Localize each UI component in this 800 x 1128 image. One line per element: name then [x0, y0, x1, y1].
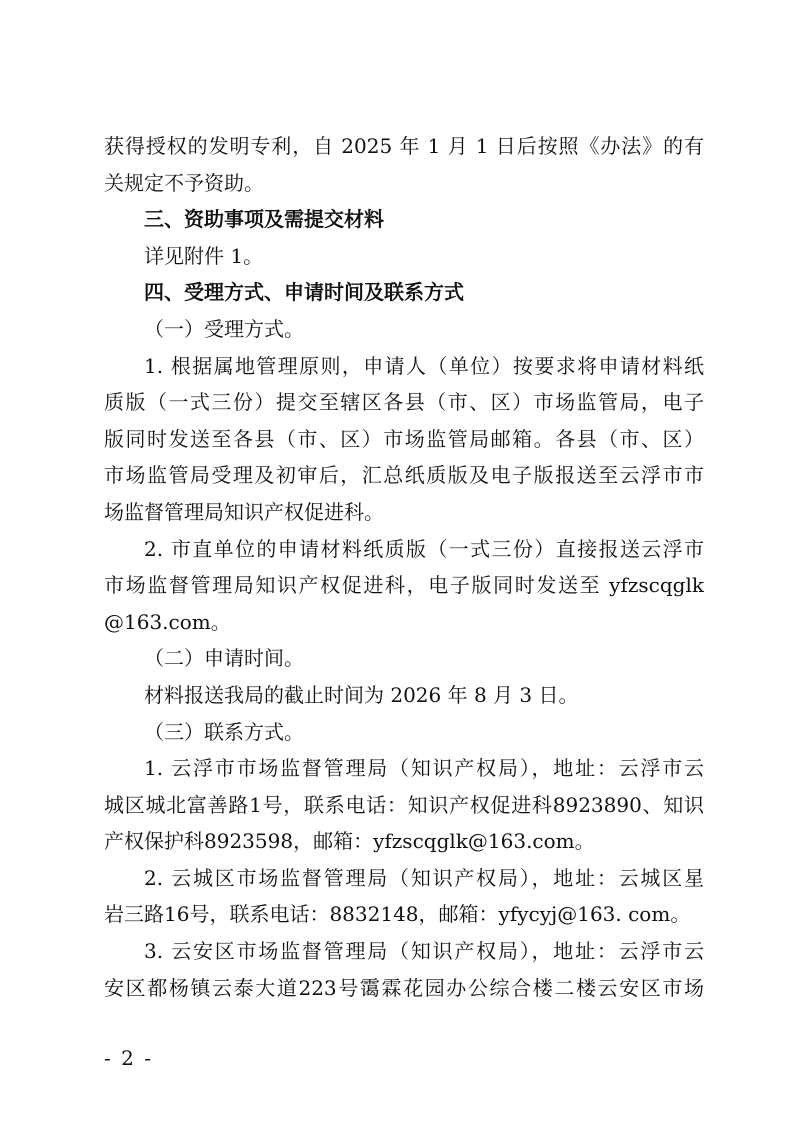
paragraph-line: 版同时发送至各县（市、区）市场监管局邮箱。各县（市、区） [104, 426, 704, 451]
paragraph-line: 关规定不予资助。 [104, 170, 264, 195]
section-heading-4: 四、受理方式、申请时间及联系方式 [144, 280, 464, 305]
paragraph-line: 获得授权的发明专利，自 2025 年 1 月 1 日后按照《办法》的有 [104, 134, 704, 158]
section-heading-3: 三、资助事项及需提交材料 [144, 207, 384, 232]
subheading-contact: （三）联系方式。 [144, 719, 304, 744]
paragraph-line: 1. 根据属地管理原则，申请人（单位）按要求将申请材料纸 [144, 353, 704, 378]
subheading-application-time: （二）申请时间。 [144, 646, 304, 671]
paragraph-line: 材料报送我局的截止时间为 2026 年 8 月 3 日。 [144, 682, 579, 707]
page-number: - 2 - [104, 1046, 153, 1070]
document-body [104, 128, 704, 1006]
paragraph-line: 2. 市直单位的申请材料纸质版（一式三份）直接报送云浮市 [144, 536, 704, 561]
paragraph-line: 安区都杨镇云泰大道223号霭霖花园办公综合楼二楼云安区市场 [104, 975, 704, 1000]
paragraph-line: 市场监管局受理及初审后，汇总纸质版及电子版报送至云浮市市 [104, 463, 704, 488]
paragraph-line: 1. 云浮市市场监督管理局（知识产权局），地址：云浮市云 [144, 756, 704, 781]
paragraph-line: 城区城北富善路1号，联系电话：知识产权促进科8923890、知识 [104, 792, 704, 817]
subheading-acceptance: （一）受理方式。 [144, 316, 304, 341]
paragraph-line: 岩三路16号，联系电话：8832148，邮箱：yfycyj@163. com。 [104, 902, 691, 927]
paragraph-line: @163.com。 [104, 609, 231, 634]
paragraph-line: 质版（一式三份）提交至辖区各县（市、区）市场监管局，电子 [104, 390, 704, 415]
paragraph-line: 场监督管理局知识产权促进科。 [104, 499, 384, 524]
paragraph-line: 2. 云城区市场监督管理局（知识产权局），地址：云城区星 [144, 865, 704, 890]
paragraph-line: 详见附件 1。 [144, 243, 264, 268]
paragraph-line: 市场监督管理局知识产权促进科，电子版同时发送至 yfzscqglk [104, 573, 704, 598]
paragraph-line: 3. 云安区市场监督管理局（知识产权局），地址：云浮市云 [144, 939, 704, 964]
paragraph-line: 产权保护科8923598，邮箱：yfzscqglk@163.com。 [104, 829, 595, 854]
